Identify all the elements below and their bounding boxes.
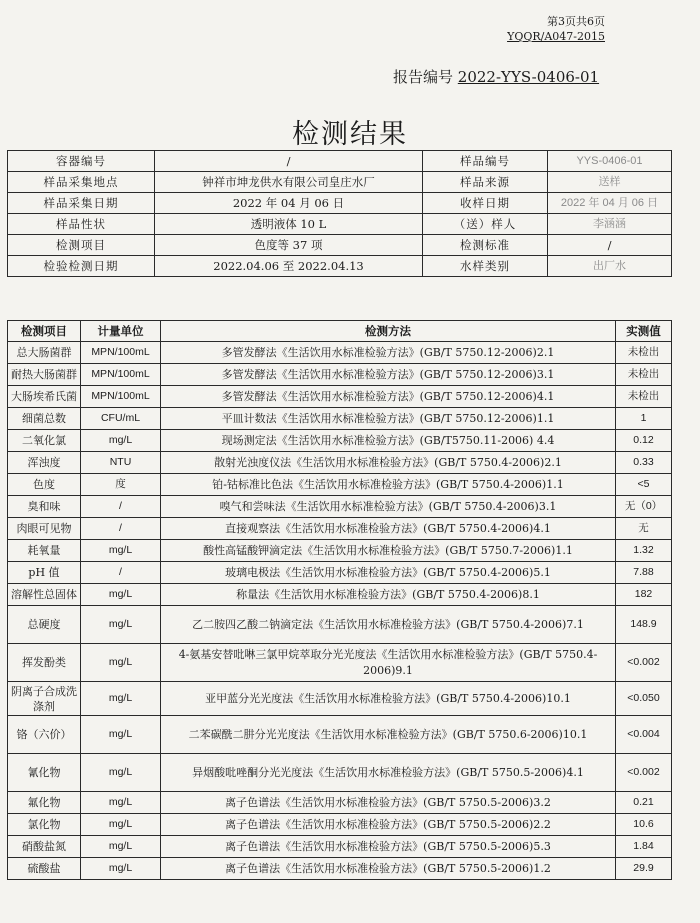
result-value: 未检出 [616,364,672,386]
result-method: 离子色谱法《生活饮用水标准检验方法》(GB/T 5750.5-2006)1.2 [161,858,616,880]
result-value: <0.004 [616,716,672,754]
result-item: 总大肠菌群 [8,342,81,364]
header-value: 实测值 [616,321,672,342]
info-value: YYS-0406-01 [548,151,672,172]
result-unit: MPN/100mL [81,386,161,408]
result-item: 阴离子合成洗涤剂 [8,682,81,716]
result-item: 浑浊度 [8,452,81,474]
result-row [8,814,672,836]
result-value: <0.050 [616,682,672,716]
info-row [8,256,672,277]
info-value: 透明液体 10 L [155,214,423,235]
info-value: / [548,235,672,256]
result-item: 氰化物 [8,754,81,792]
result-item: 臭和味 [8,496,81,518]
result-method: 乙二胺四乙酸二钠滴定法《生活饮用水标准检验方法》(GB/T 5750.4-2006)7.1 [161,606,616,644]
result-row [8,452,672,474]
result-value: 1 [616,408,672,430]
info-row [8,151,672,172]
result-row [8,792,672,814]
result-item: 硝酸盐氮 [8,836,81,858]
result-unit: mg/L [81,430,161,452]
result-method: 4-氨基安替吡啉三氯甲烷萃取分光光度法《生活饮用水标准检验方法》(GB/T 5750.4-2006)9.1 [161,644,616,682]
info-label: 样品性状 [8,214,155,235]
info-value: 出厂水 [548,256,672,277]
result-unit: mg/L [81,858,161,880]
info-label: 水样类别 [423,256,548,277]
result-item: 氯化物 [8,814,81,836]
result-row [8,364,672,386]
result-value: 148.9 [616,606,672,644]
info-label: （送）样人 [423,214,548,235]
result-item: 硫酸盐 [8,858,81,880]
result-value: 0.12 [616,430,672,452]
result-row [8,562,672,584]
result-method: 散射光浊度仪法《生活饮用水标准检验方法》(GB/T 5750.4-2006)2.1 [161,452,616,474]
info-label: 样品采集日期 [8,193,155,214]
info-value: 2022 年 04 月 06 日 [155,193,423,214]
result-row [8,540,672,562]
info-label: 检验检测日期 [8,256,155,277]
result-unit: mg/L [81,584,161,606]
result-method: 铂-钴标准比色法《生活饮用水标准检验方法》(GB/T 5750.4-2006)1.1 [161,474,616,496]
result-unit: MPN/100mL [81,364,161,386]
report-number [393,66,599,87]
result-item: 氟化物 [8,792,81,814]
result-method: 离子色谱法《生活饮用水标准检验方法》(GB/T 5750.5-2006)5.3 [161,836,616,858]
result-method: 直接观察法《生活饮用水标准检验方法》(GB/T 5750.4-2006)4.1 [161,518,616,540]
result-row [8,408,672,430]
result-method: 嗅气和尝味法《生活饮用水标准检验方法》(GB/T 5750.4-2006)3.1 [161,496,616,518]
result-value: <0.002 [616,754,672,792]
info-row [8,193,672,214]
result-unit: mg/L [81,606,161,644]
result-item: 耗氧量 [8,540,81,562]
result-unit: / [81,518,161,540]
result-row [8,386,672,408]
info-label: 样品编号 [423,151,548,172]
result-method: 离子色谱法《生活饮用水标准检验方法》(GB/T 5750.5-2006)2.2 [161,814,616,836]
result-value: 10.6 [616,814,672,836]
result-unit: mg/L [81,754,161,792]
result-row [8,584,672,606]
result-row [8,430,672,452]
info-label: 容器编号 [8,151,155,172]
header-item: 检测项目 [8,321,81,342]
info-value: 2022 年 04 月 06 日 [548,193,672,214]
result-unit: mg/L [81,716,161,754]
result-unit: / [81,562,161,584]
report-number-value: 2022-YYS-0406-01 [457,68,600,86]
info-label: 检测项目 [8,235,155,256]
page-title: 检测结果 [292,119,408,150]
result-method: 称量法《生活饮用水标准检验方法》(GB/T 5750.4-2006)8.1 [161,584,616,606]
result-value: 29.9 [616,858,672,880]
result-value: <0.002 [616,644,672,682]
result-row [8,754,672,792]
result-item: 细菌总数 [8,408,81,430]
result-item: 色度 [8,474,81,496]
result-item: 耐热大肠菌群 [8,364,81,386]
report-number-label: 报告编号 [393,68,454,86]
info-value: 李涵涵 [548,214,672,235]
result-row [8,342,672,364]
document-code: YQQR/A047-2015 [507,30,605,43]
result-value: 1.32 [616,540,672,562]
info-value: 色度等 37 项 [155,235,423,256]
result-value: 7.88 [616,562,672,584]
header-method: 检测方法 [161,321,616,342]
result-row [8,496,672,518]
result-method: 多管发酵法《生活饮用水标准检验方法》(GB/T 5750.12-2006)3.1 [161,364,616,386]
result-unit: NTU [81,452,161,474]
info-label: 收样日期 [423,193,548,214]
info-label: 样品来源 [423,172,548,193]
result-value: 182 [616,584,672,606]
result-value: 无（0） [616,496,672,518]
result-value: 未检出 [616,386,672,408]
result-unit: mg/L [81,682,161,716]
info-value: 2022.04.06 至 2022.04.13 [155,256,423,277]
result-unit: MPN/100mL [81,342,161,364]
result-unit: / [81,496,161,518]
page-number: 第3页共6页 [547,15,605,28]
result-method: 异烟酸吡唑酮分光光度法《生活饮用水标准检验方法》(GB/T 5750.5-2006)4.1 [161,754,616,792]
result-item: 大肠埃希氏菌 [8,386,81,408]
result-unit: CFU/mL [81,408,161,430]
result-value: <5 [616,474,672,496]
result-method: 二苯碳酰二肼分光光度法《生活饮用水标准检验方法》(GB/T 5750.6-2006)10.1 [161,716,616,754]
result-row [8,836,672,858]
result-value: 0.33 [616,452,672,474]
result-method: 离子色谱法《生活饮用水标准检验方法》(GB/T 5750.5-2006)3.2 [161,792,616,814]
result-row [8,606,672,644]
result-row [8,644,672,682]
result-row [8,474,672,496]
info-row [8,172,672,193]
info-label: 样品采集地点 [8,172,155,193]
result-unit: mg/L [81,836,161,858]
result-method: 亚甲蓝分光光度法《生活饮用水标准检验方法》(GB/T 5750.4-2006)10.1 [161,682,616,716]
result-row [8,682,672,716]
result-item: 二氧化氯 [8,430,81,452]
result-method: 多管发酵法《生活饮用水标准检验方法》(GB/T 5750.12-2006)2.1 [161,342,616,364]
result-item: 肉眼可见物 [8,518,81,540]
result-unit: mg/L [81,792,161,814]
result-method: 现场测定法《生活饮用水标准检验方法》(GB/T5750.11-2006) 4.4 [161,430,616,452]
result-value: 未检出 [616,342,672,364]
info-value: / [155,151,423,172]
result-item: 铬（六价） [8,716,81,754]
result-row [8,858,672,880]
results-header-row [8,321,672,342]
result-unit: mg/L [81,644,161,682]
header-unit: 计量单位 [81,321,161,342]
result-method: 平皿计数法《生活饮用水标准检验方法》(GB/T 5750.12-2006)1.1 [161,408,616,430]
result-value: 无 [616,518,672,540]
result-method: 酸性高锰酸钾滴定法《生活饮用水标准检验方法》(GB/T 5750.7-2006)1.1 [161,540,616,562]
info-label: 检测标准 [423,235,548,256]
result-item: 挥发酚类 [8,644,81,682]
result-method: 多管发酵法《生活饮用水标准检验方法》(GB/T 5750.12-2006)4.1 [161,386,616,408]
info-row [8,214,672,235]
page-header-info [507,14,605,44]
result-item: 总硬度 [8,606,81,644]
info-row [8,235,672,256]
info-value: 送样 [548,172,672,193]
result-unit: 度 [81,474,161,496]
result-unit: mg/L [81,540,161,562]
sample-info-table [7,150,672,277]
result-row [8,518,672,540]
result-unit: mg/L [81,814,161,836]
result-value: 0.21 [616,792,672,814]
result-item: pH 值 [8,562,81,584]
info-value: 钟祥市坤龙供水有限公司皇庄水厂 [155,172,423,193]
results-table [7,320,672,880]
result-method: 玻璃电极法《生活饮用水标准检验方法》(GB/T 5750.4-2006)5.1 [161,562,616,584]
result-value: 1.84 [616,836,672,858]
result-item: 溶解性总固体 [8,584,81,606]
result-row [8,716,672,754]
